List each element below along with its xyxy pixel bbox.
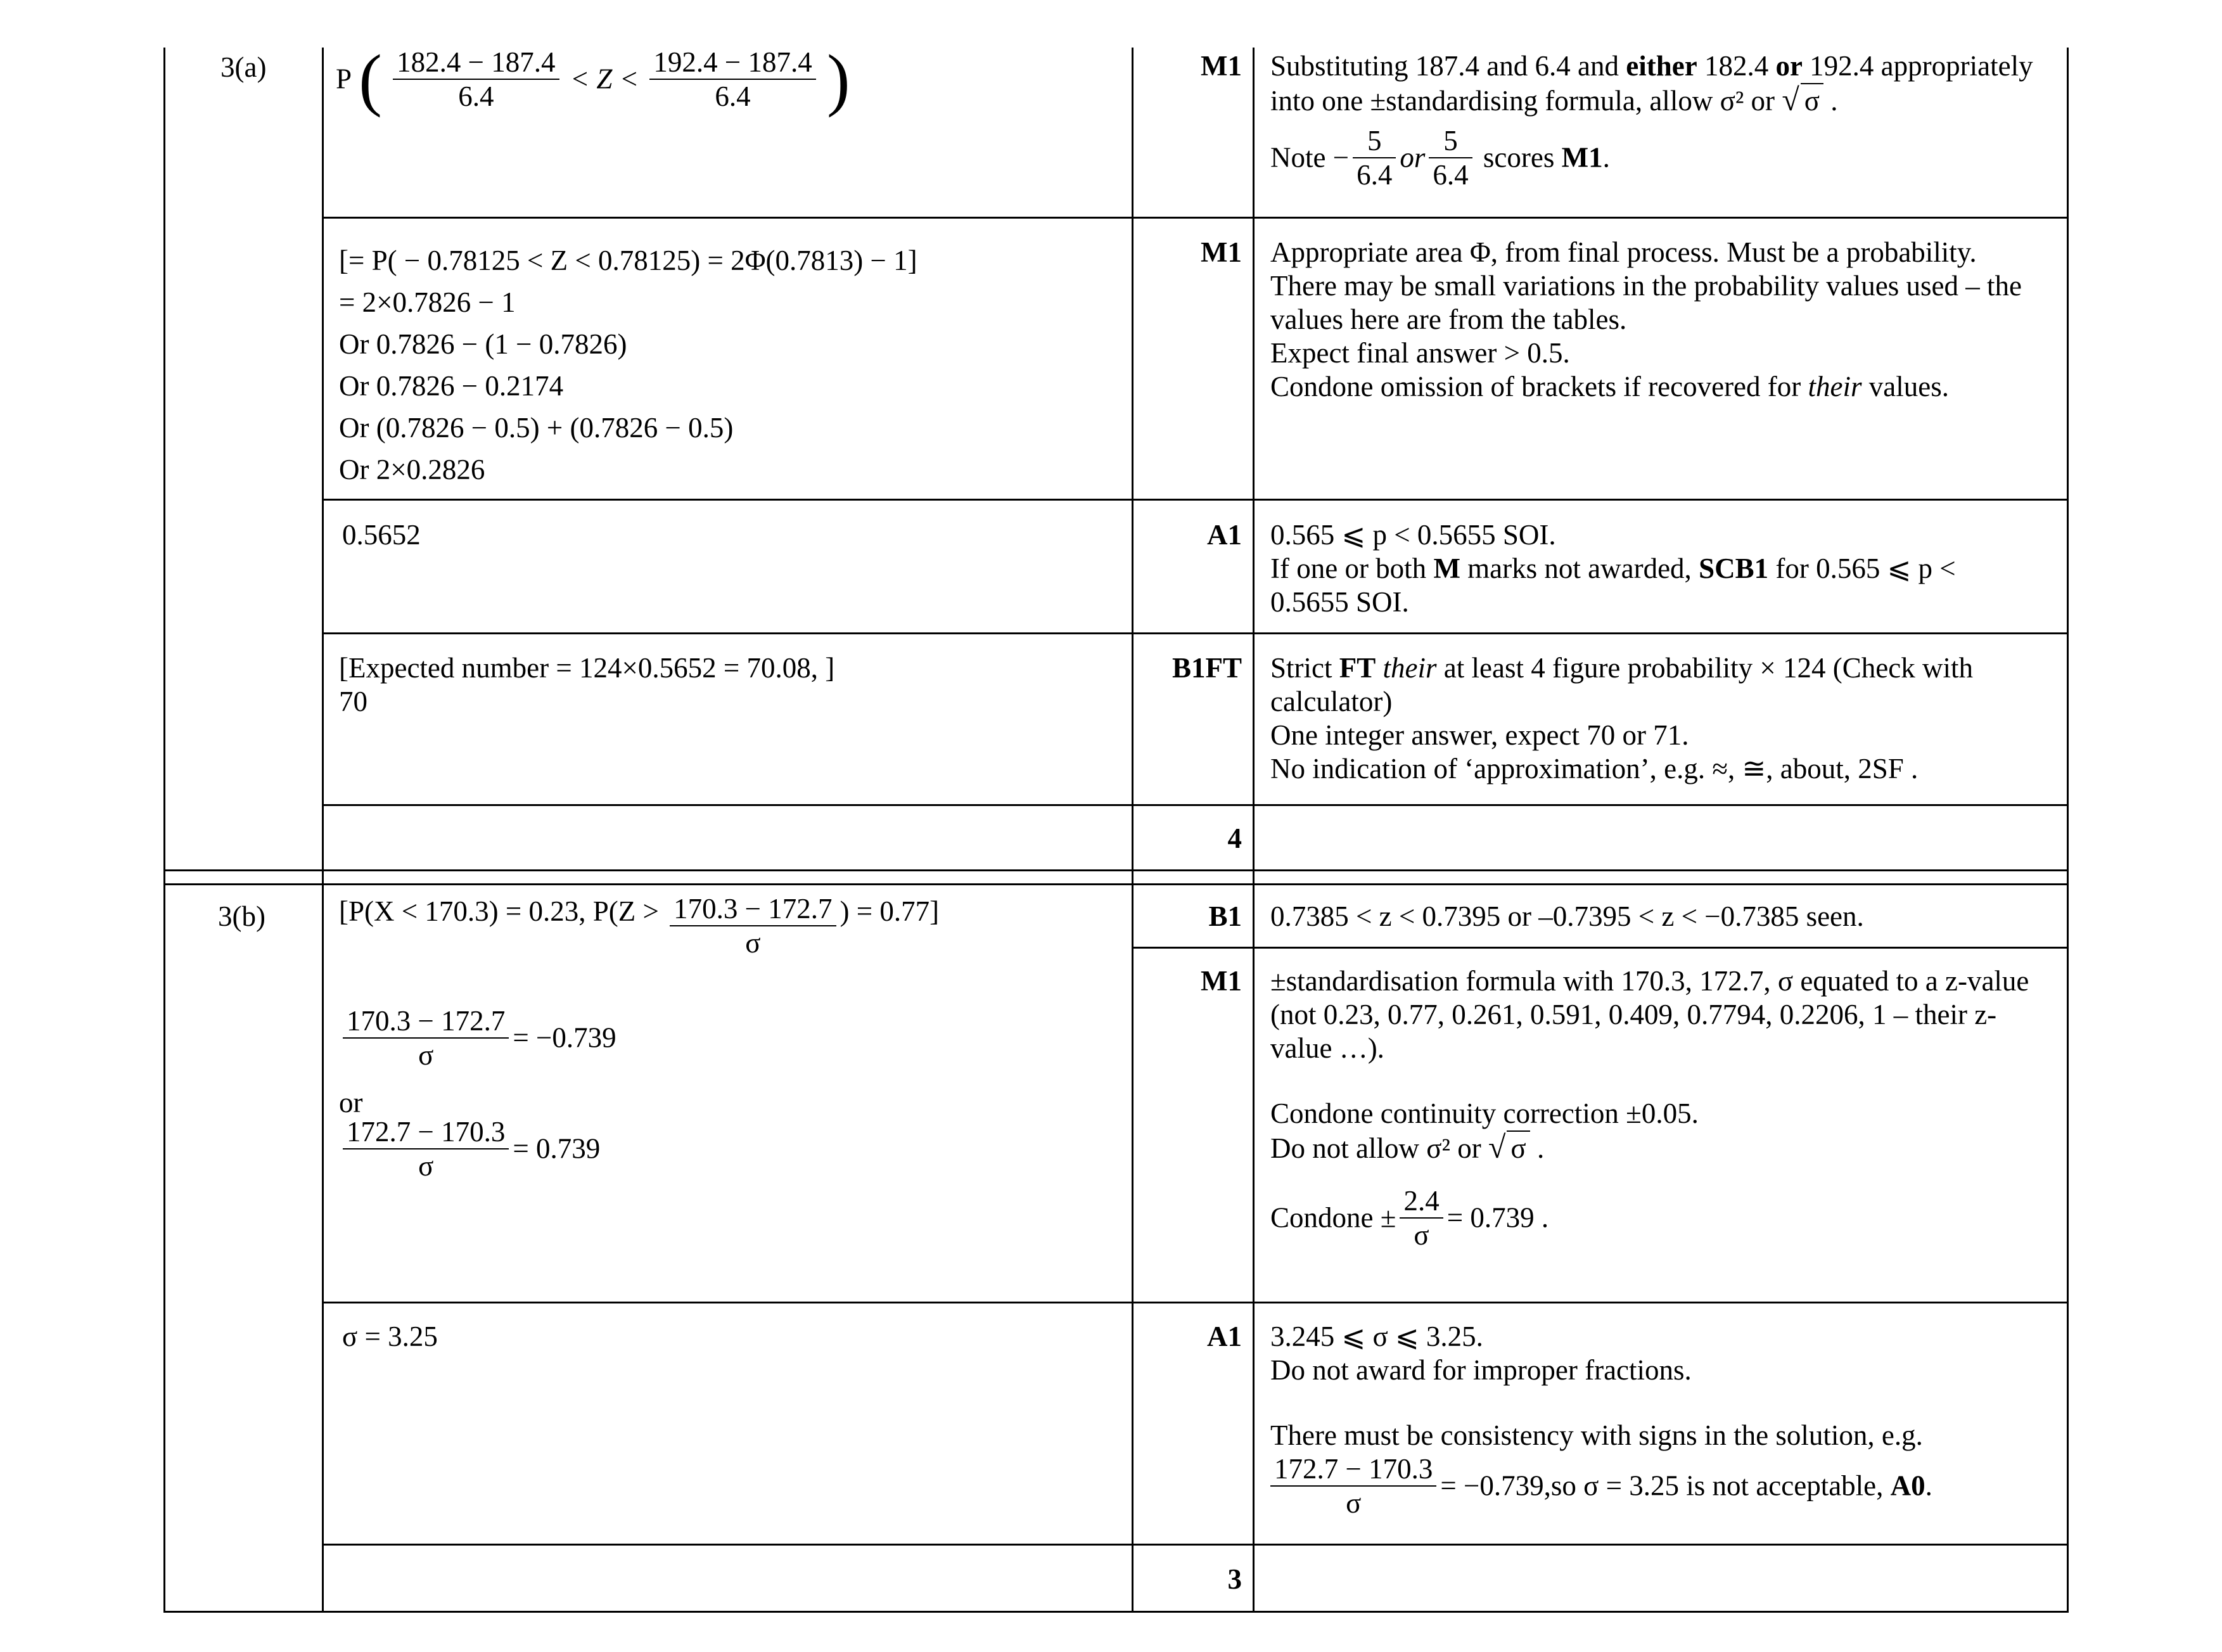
answer-value: σ = 3.25: [342, 1321, 438, 1352]
table-border-left: [163, 48, 165, 1613]
guidance-line: Appropriate area Φ, from final process. Must be a probability.: [1270, 236, 1977, 268]
working-line: Or 2×0.2826: [339, 454, 485, 485]
part-total: 3: [1227, 1563, 1242, 1595]
guidance-line: Do not allow σ² or √ σ .: [1270, 1129, 1545, 1165]
guidance-line: 0.5655 SOI.: [1270, 586, 1409, 618]
fraction: $\frac{172.7 - 170.3}{\sigma}$: [343, 1115, 509, 1182]
guidance-cell: [1270, 49, 2033, 191]
guidance-line: 0.7385 < z < 0.7395 or –0.7395 < z < −0.7385 seen.: [1270, 900, 1864, 932]
table-col-divider: [322, 48, 324, 1613]
working-line: = 2×0.7826 − 1: [339, 286, 516, 318]
guidance-cell: [1270, 1320, 1932, 1520]
guidance-line: There must be consistency with signs in the solution, e.g.: [1270, 1419, 1923, 1451]
row-divider: [322, 804, 2068, 806]
answer-cell: [339, 240, 917, 490]
guidance-cell: [1270, 900, 1864, 933]
guidance-cell: [1270, 964, 2029, 1252]
mark-code: A1: [1207, 1321, 1242, 1352]
guidance-line: Do not award for improper fractions.: [1270, 1354, 1692, 1386]
guidance-line: $\frac{172.7 - 170.3}{\sigma}$ = −0.739,so σ = 3.25 is not acceptable, A0.: [1270, 1452, 1932, 1520]
guidance-line: into one ±standardising formula, allow σ² or √ σ .: [1270, 82, 1838, 117]
fraction: [649, 46, 815, 113]
mark-code: M1: [1201, 965, 1242, 997]
fraction-numerator: 192.4 − 187.4: [649, 46, 815, 80]
working-line: Or 0.7826 − 0.2174: [339, 370, 564, 402]
mark-code: M1: [1201, 236, 1242, 268]
table-border-bottom: [163, 1611, 2068, 1613]
answer-cell: [342, 1320, 438, 1354]
working-line: [Expected number = 124×0.5652 = 70.08, ]: [339, 652, 835, 684]
question-label: 3(a): [220, 51, 267, 83]
row-divider: [322, 1302, 2068, 1303]
guidance-line: calculator): [1270, 686, 1393, 717]
mark-code: M1: [1201, 50, 1242, 82]
part-separator: [163, 883, 2068, 885]
guidance-line: Substituting 187.4 and 6.4 and either 182.4 or 192.4 appropriately: [1270, 50, 2033, 82]
fraction-denominator: 6.4: [458, 80, 494, 112]
working-line: or: [339, 1087, 363, 1118]
mark-code: B1: [1208, 900, 1242, 932]
working-line: [= P( − 0.78125 < Z < 0.78125) = 2Φ(0.7813) − 1]: [339, 245, 917, 276]
guidance-line: Condone continuity correction ±0.05.: [1270, 1098, 1699, 1129]
fraction: [393, 46, 559, 113]
answer-cell: [339, 651, 834, 719]
mark-code: B1FT: [1172, 652, 1242, 684]
answer-value: 70: [339, 686, 367, 717]
guidance-line: value …).: [1270, 1032, 1384, 1064]
row-divider: [322, 499, 2068, 501]
paren-open: (: [359, 41, 382, 118]
guidance-line: values here are from the tables.: [1270, 304, 1627, 335]
fraction: $\frac{170.3 - 172.7}{\sigma}$: [670, 892, 836, 959]
guidance-line: Condone omission of brackets if recovered for their values.: [1270, 371, 1949, 402]
row-divider: [322, 217, 2068, 219]
paren-close: ): [826, 41, 850, 118]
fraction: $\frac{170.3 - 172.7}{\sigma}$: [343, 1004, 509, 1072]
working-line: [P(X < 170.3) = 0.23, P(Z >: [339, 895, 667, 928]
working-line: Or 0.7826 − (1 − 0.7826): [339, 328, 627, 360]
working-line: Or (0.7826 − 0.5) + (0.7826 − 0.5): [339, 412, 734, 444]
inequality-text: < Z <: [570, 63, 639, 95]
fraction-denominator: 6.4: [715, 80, 751, 112]
prob-prefix: P: [336, 63, 352, 95]
row-divider: [322, 1544, 2068, 1546]
answer-cell: [336, 41, 850, 118]
guidance-line: One integer answer, expect 70 or 71.: [1270, 719, 1689, 751]
answer-cell: $\frac{172.7 - 170.3}{\sigma}$ = 0.739: [339, 1115, 600, 1182]
part-separator: [163, 869, 2068, 871]
guidance-line: (not 0.23, 0.77, 0.261, 0.591, 0.409, 0.7794, 0.2206, 1 – their z-: [1270, 999, 1997, 1030]
fraction-numerator: 182.4 − 187.4: [393, 46, 559, 80]
guidance-line: 3.245 ⩽ σ ⩽ 3.25.: [1270, 1321, 1483, 1352]
row-divider: [322, 632, 2068, 634]
table-col-divider: [1253, 48, 1255, 1613]
guidance-line: ±standardisation formula with 170.3, 172.7, σ equated to a z-value: [1270, 965, 2029, 997]
table-col-divider: [1132, 48, 1133, 1613]
guidance-line: 0.565 ⩽ p < 0.5655 SOI.: [1270, 519, 1556, 551]
table-border-right: [2067, 48, 2069, 1613]
guidance-cell: [1270, 651, 1973, 786]
mark-code: A1: [1207, 519, 1242, 551]
guidance-line: No indication of ‘approximation’, e.g. ≈, ≅, about, 2SF .: [1270, 753, 1919, 784]
guidance-line: Expect final answer > 0.5.: [1270, 337, 1570, 369]
guidance-line: Strict FT their at least 4 figure probability × 124 (Check with: [1270, 652, 1973, 684]
guidance-line: If one or both M marks not awarded, SCB1 for 0.565 ⩽ p <: [1270, 553, 1956, 584]
question-label: 3(b): [218, 900, 265, 932]
answer-cell: [P(X < 170.3) = 0.23, P(Z > $\frac{170.3 - 172.7}{\sigma}$ ) = 0.77]: [339, 893, 940, 959]
part-total: 4: [1227, 823, 1242, 854]
guidance-note: Note − $\frac{5}{6.4}$ or $\frac{5}{6.4}$ scores M1.: [1270, 125, 1610, 191]
answer-cell: $\frac{170.3 - 172.7}{\sigma}$ = −0.739: [339, 1004, 616, 1072]
guidance-line: There may be small variations in the probability values used – the: [1270, 270, 2022, 302]
guidance-cell: [1270, 518, 1956, 619]
guidance-cell: [1270, 236, 2022, 404]
answer-cell: [342, 518, 421, 552]
row-divider: [1132, 947, 2068, 949]
guidance-line: Condone ± $\frac{2.4}{\sigma}$ = 0.739 .: [1270, 1185, 1549, 1251]
answer-value: 0.5652: [342, 519, 421, 551]
